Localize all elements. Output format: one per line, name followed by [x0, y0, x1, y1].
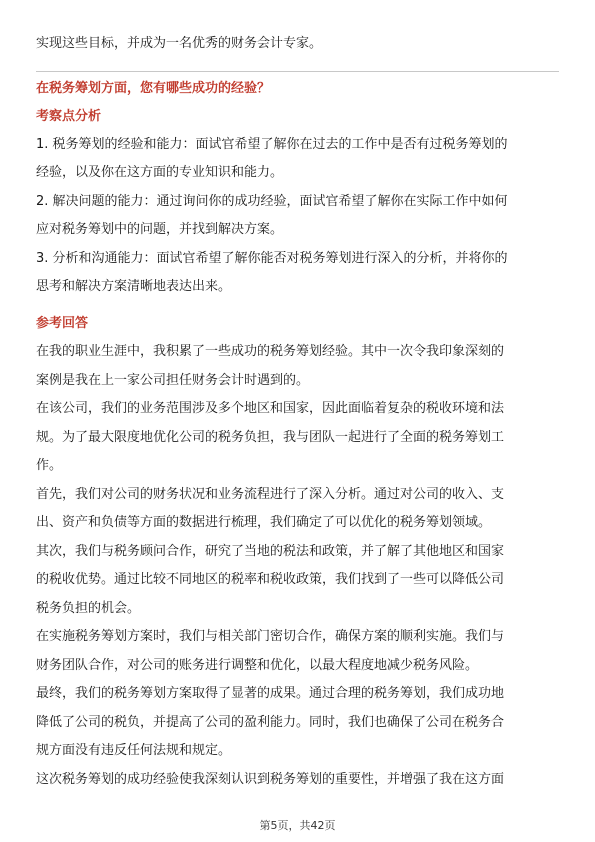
question-heading: 在税务筹划方面，您有哪些成功的经验？: [36, 81, 271, 96]
section-divider: [36, 71, 559, 72]
answer-line: 税务负担的机会。: [36, 601, 141, 616]
analysis-line: 1. 税务筹划的经验和能力：面试官希望了解你在过去的工作中是否有过税务筹划的: [36, 137, 508, 152]
analysis-line: 应对税务筹划中的问题，并找到解决方案。: [36, 222, 284, 237]
analysis-line: 思考和解决方案清晰地表达出来。: [36, 279, 232, 294]
answer-line: 的税收优势。通过比较不同地区的税率和税收政策，我们找到了一些可以降低公司: [36, 572, 505, 587]
answer-line: 在该公司，我们的业务范围涉及多个地区和国家，因此面临着复杂的税收环境和法: [36, 401, 505, 416]
answer-line: 案例是我在上一家公司担任财务会计时遇到的。: [36, 373, 310, 388]
answer-line: 财务团队合作，对公司的账务进行调整和优化，以最大程度地减少税务风险。: [36, 658, 479, 673]
page-number: 第5页，共42页: [259, 819, 336, 832]
intro-tail-text: 实现这些目标，并成为一名优秀的财务会计专家。: [36, 36, 323, 51]
answer-line: 最终，我们的税务筹划方案取得了显著的成果。通过合理的税务筹划，我们成功地: [36, 686, 505, 701]
answer-line: 其次，我们与税务顾问合作，研究了当地的税法和政策，并了解了其他地区和国家: [36, 544, 505, 559]
analysis-line: 3. 分析和沟通能力：面试官希望了解你能否对税务筹划进行深入的分析，并将你的: [36, 251, 508, 266]
answer-line: 出、资产和负债等方面的数据进行梳理，我们确定了可以优化的税务筹划领域。: [36, 515, 492, 530]
answer-line: 这次税务筹划的成功经验使我深刻认识到税务筹划的重要性，并增强了我在这方面: [36, 772, 505, 787]
answer-line: 规方面没有违反任何法规和规定。: [36, 743, 232, 758]
answer-line: 降低了公司的税负，并提高了公司的盈利能力。同时，我们也确保了公司在税务合: [36, 715, 505, 730]
answer-line: 作。: [36, 458, 63, 473]
analysis-line: 经验，以及你在这方面的专业知识和能力。: [36, 165, 284, 180]
answer-line: 规。为了最大限度地优化公司的税务负担，我与团队一起进行了全面的税务筹划工: [36, 430, 505, 445]
answer-line: 在我的职业生涯中，我积累了一些成功的税务筹划经验。其中一次令我印象深刻的: [36, 344, 505, 359]
analysis-heading: 考察点分析: [36, 109, 102, 124]
answer-line: 首先，我们对公司的财务状况和业务流程进行了深入分析。通过对公司的收入、支: [36, 487, 505, 502]
answer-heading: 参考回答: [36, 316, 89, 331]
analysis-line: 2. 解决问题的能力：通过询问你的成功经验，面试官希望了解你在实际工作中如何: [36, 194, 508, 209]
answer-line: 在实施税务筹划方案时，我们与相关部门密切合作，确保方案的顺利实施。我们与: [36, 629, 505, 644]
